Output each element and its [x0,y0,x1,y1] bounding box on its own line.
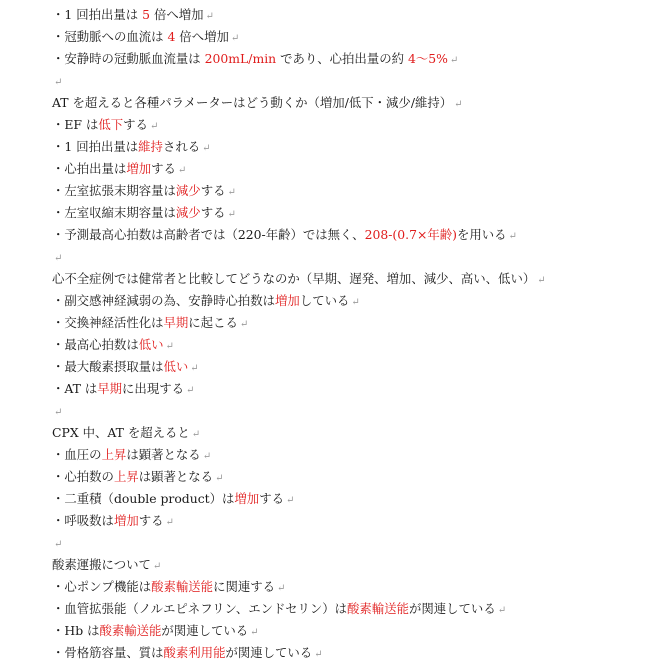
body-text: 倍へ増加 [150,7,204,22]
bullet-line [52,576,612,598]
paragraph-mark-icon: ↵ [454,99,463,110]
body-text: される [162,139,201,154]
bullet-line [52,378,612,400]
paragraph-mark-icon: ↵ [149,121,159,132]
highlight-text: 酸素輸送能 [347,601,409,616]
highlight-text: 維持 [138,139,163,154]
paragraph-mark-icon: ↵ [250,627,259,638]
body-text: 心不全症例では健常者と比較してどうなのか（早期、遅発、増加、減少、高い、低い） [52,271,536,286]
body-text: であり、心拍出量の約 [276,51,408,66]
body-text: に関連する [213,579,276,594]
body-text: ・安静時の冠動脈血流量は [52,51,205,66]
bullet-line [52,356,612,378]
bullet-line [52,180,612,202]
paragraph-mark-icon: ↵ [202,143,211,154]
body-text: ・骨格筋容量、質は [52,645,164,660]
paragraph-mark-icon: ↵ [202,451,212,462]
blank-paragraph [52,246,612,268]
highlight-text: 増加 [126,161,152,176]
paragraph-mark-icon: ↵ [186,385,195,396]
body-text: ・AT は [52,381,98,396]
highlight-text: 208-(0.7×年齢) [364,227,457,242]
highlight-text: 200mL/min [204,51,277,66]
body-text: ・最高心拍数は [52,337,139,352]
body-text: が関連している [408,601,496,616]
body-text: ・副交感神経減弱の為、安静時心拍数は [52,293,276,308]
bullet-line [52,4,612,26]
bullet-line [52,290,612,312]
section-heading [52,422,612,444]
highlight-text: 増加 [113,513,139,528]
paragraph-mark-icon: ↵ [215,473,224,484]
highlight-text: 減少 [175,183,201,198]
paragraph-mark-icon: ↵ [277,583,286,594]
body-text: CPX 中、AT を超えると [52,425,190,440]
paragraph-mark-icon: ↵ [285,495,295,506]
paragraph-mark-icon: ↵ [190,363,199,374]
body-text: は顕著となる [126,447,201,462]
highlight-text: 酸素輸送能 [99,623,162,638]
blank-paragraph [52,400,612,422]
body-text: している [299,293,350,308]
section-heading [52,268,612,290]
body-text: が関連している [161,623,249,638]
highlight-text: 酸素利用能 [163,645,226,660]
bullet-line [52,26,612,48]
body-text: する [123,117,148,132]
bullet-line [52,224,612,246]
bullet-line [52,158,612,180]
bullet-line [52,136,612,158]
body-text: ・呼吸数は [52,513,114,528]
body-text: ・左室拡張末期容量は [52,183,176,198]
section-heading [52,92,612,114]
bullet-line [52,312,612,334]
body-text: ・血圧の [52,447,102,462]
body-text: ・二重積（double product）は [52,491,235,506]
bullet-line [52,488,612,510]
body-text: ・心拍出量は [52,161,127,176]
body-text: する [200,205,226,220]
highlight-text: 減少 [175,205,201,220]
bullet-line [52,642,612,664]
paragraph-mark-icon: ↵ [165,341,174,352]
highlight-text: 増加 [234,491,260,506]
paragraph-mark-icon: ↵ [314,649,323,660]
bullet-line [52,620,612,642]
body-text: 倍へ増加 [175,29,229,44]
bullet-line [52,510,612,532]
highlight-text: 5 [142,7,150,22]
highlight-text: 4 [167,29,176,44]
paragraph-mark-icon: ↵ [449,55,459,66]
paragraph-mark-icon: ↵ [227,187,236,198]
body-text: ・血管拡張能（ノルエピネフリン、エンドセリン）は [52,601,348,616]
paragraph-mark-icon: ↵ [165,517,174,528]
highlight-text: 4～5% [407,51,448,66]
body-text: は顕著となる [138,469,214,484]
bullet-line [52,48,612,70]
body-text: AT を超えると各種パラメーターはどう動くか（増加/低下・減少/維持） [52,95,453,110]
highlight-text: 早期 [163,315,189,330]
paragraph-mark-icon: ↵ [227,209,236,220]
body-text: する [200,183,226,198]
body-text: ・EF は [52,117,99,132]
body-text: する [259,491,284,506]
body-text: を用いる [456,227,507,242]
paragraph-mark-icon: ↵ [239,319,249,330]
highlight-text: 早期 [97,381,123,396]
paragraph-mark-icon: ↵ [205,11,214,22]
body-text: が関連している [225,645,313,660]
body-text: に起こる [188,315,238,330]
body-text: ・心ポンプ機能は [52,579,152,594]
paragraph-mark-icon: ↵ [54,77,63,88]
bullet-line [52,114,612,136]
bullet-line [52,598,612,620]
bullet-line [52,466,612,488]
body-text: ・Hb は [52,623,100,638]
paragraph-mark-icon: ↵ [230,33,240,44]
body-text: ・冠動脈への血流は [52,29,168,44]
highlight-text: 酸素輸送能 [151,579,214,594]
blank-paragraph [52,70,612,92]
paragraph-mark-icon: ↵ [54,539,63,550]
highlight-text: 上昇 [113,469,139,484]
body-text: ・左室収縮末期容量は [52,205,176,220]
highlight-text: 低下 [98,117,124,132]
blank-paragraph [52,532,612,554]
body-text: 酸素運搬について [52,557,151,572]
bullet-line [52,334,612,356]
highlight-text: 増加 [275,293,300,308]
paragraph-mark-icon: ↵ [537,275,546,286]
body-text: ・予測最高心拍数は高齢者では（220-年齢）では無く、 [52,227,365,242]
body-text: に出現する [122,381,184,396]
highlight-text: 低い [138,337,164,352]
bullet-line [52,202,612,224]
paragraph-mark-icon: ↵ [54,253,63,264]
body-text: ・1 回拍出量は [52,7,143,22]
paragraph-mark-icon: ↵ [191,429,201,440]
highlight-text: 低い [163,359,189,374]
body-text: する [138,513,164,528]
section-heading [52,554,612,576]
body-text: ・1 回拍出量は [52,139,139,154]
highlight-text: 上昇 [101,447,127,462]
paragraph-mark-icon: ↵ [497,605,507,616]
bullet-line [52,444,612,466]
body-text: ・心拍数の [52,469,114,484]
body-text: する [151,161,176,176]
body-text: ・交換神経活性化は [52,315,164,330]
body-text: ・最大酸素摂取量は [52,359,164,374]
paragraph-mark-icon: ↵ [177,165,187,176]
paragraph-mark-icon: ↵ [508,231,517,242]
paragraph-mark-icon: ↵ [54,407,63,418]
paragraph-mark-icon: ↵ [351,297,360,308]
paragraph-mark-icon: ↵ [152,561,162,572]
document-body [52,4,612,664]
